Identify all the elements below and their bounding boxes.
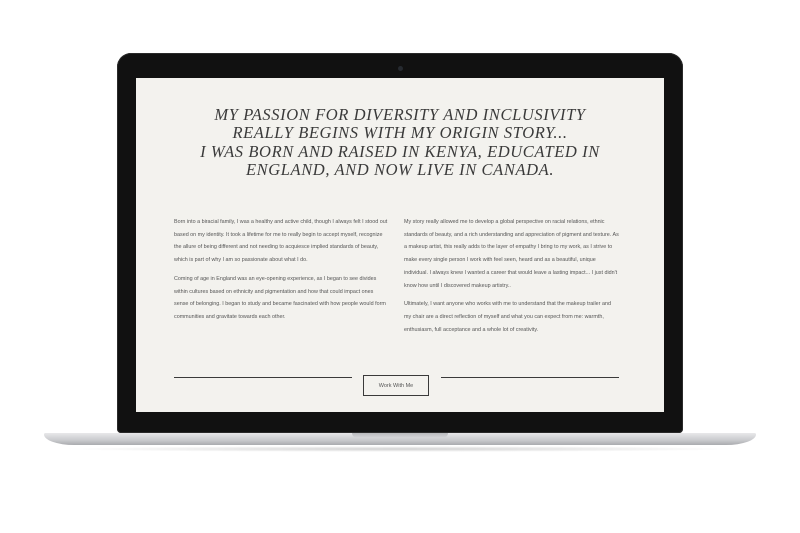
laptop-hinge-notch <box>352 433 448 438</box>
divider-left <box>174 377 352 378</box>
paragraph: Ultimately, I want anyone who works with me to understand that the makeup trailer and my chair are a direct reflection of myself and what you can expect from me: warmth, enthusiasm, full acceptance and a whole lot of creativity. <box>404 301 611 333</box>
headline-line: I WAS BORN AND RAISED IN KENYA, EDUCATED IN <box>200 141 600 161</box>
laptop-shadow <box>60 446 740 452</box>
work-with-me-button[interactable]: Work With Me <box>363 375 429 396</box>
divider-right <box>441 377 619 378</box>
headline-line: REALLY BEGINS WITH MY ORIGIN STORY... <box>232 123 568 143</box>
headline-line: MY PASSION FOR DIVERSITY AND INCLUSIVITY <box>214 105 586 124</box>
page-headline <box>136 106 664 180</box>
paragraph: Coming of age in England was an eye-opening experience, as I began to see divides within cultures based on ethnicity and pigmentation and how that could impact ones sense of belonging. I began to study and became fascinated with how people would form communities and gravitate towards each other. <box>174 275 386 320</box>
right-text-column <box>404 216 619 342</box>
webcam-icon <box>398 66 403 71</box>
left-text-column <box>174 216 389 330</box>
paragraph: My story really allowed me to develop a global perspective on racial relations, ethnic standards of beauty, and a rich understanding and appreciation of pigment and texture. As a makeup artist, this really adds to the layer of empathy I bring to my work, as I strive to make every single person I work with feel seen, heard and as a beautiful, unique individual. I always knew I wanted a career that would leave a lasting impact... I just didn't know how until I discovered makeup artistry.. <box>404 219 619 289</box>
laptop-screen <box>136 78 664 412</box>
headline-line: ENGLAND, AND NOW LIVE IN CANADA. <box>245 160 555 180</box>
paragraph: Born into a biracial family, I was a healthy and active child, though I always felt I stood out based on my identity. It took a lifetime for me to really begin to accept myself, recognize the allure of being different and not needing to acquiesce implied standards of beauty, which is part of why I am so passionate about what I do. <box>174 219 388 264</box>
